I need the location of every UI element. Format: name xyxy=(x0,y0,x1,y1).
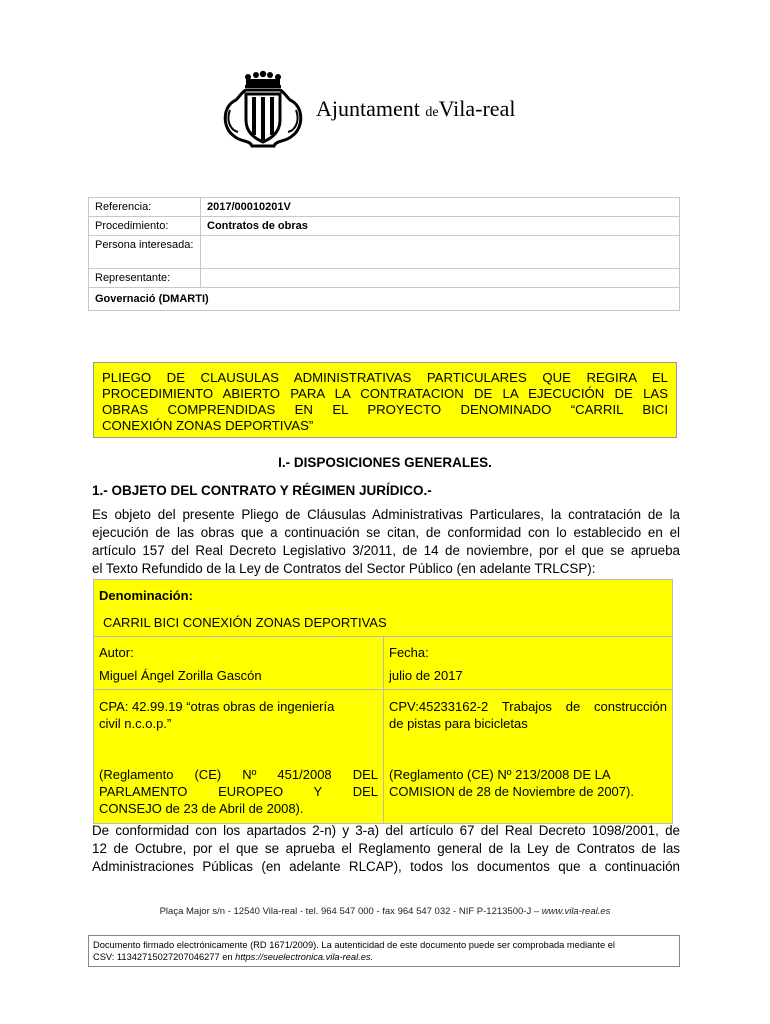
regulation-line: COMISION de 28 de Noviembre de 2007). xyxy=(389,784,634,799)
paragraph-line: el Texto Refundido de la Ley de Contratos del Sector Público (en adelante TRLCSP): xyxy=(92,561,596,576)
cpv-line: de pistas para bicicletas xyxy=(389,716,528,731)
classification-row xyxy=(94,690,672,823)
regulation-ce-451-2008 xyxy=(99,766,378,817)
document-title xyxy=(93,362,677,438)
paragraph-line: 12 de Octubre, por el que se aprueba el Reglamento general de la Ley de Contratos de las xyxy=(92,841,680,856)
section-heading: I.- DISPOSICIONES GENERALES. xyxy=(278,455,492,470)
regulation-line: (Reglamento (CE) Nº 451/2008 DEL xyxy=(99,767,378,782)
denomination-label: Denominación: xyxy=(99,588,193,603)
cpv-code xyxy=(389,698,667,732)
paragraph-line: ejecución de las obras que a continuación se citan, de conformidad con lo establecido en el xyxy=(92,525,680,540)
regulation-line: CONSEJO de 23 de Abril de 2008). xyxy=(99,801,304,816)
title-line: PROCEDIMIENTO ABIERTO PARA LA CONTRATACION DE LA EJECUCIÓN DE LAS xyxy=(102,386,668,401)
interested-party-label: Persona interesada: xyxy=(89,236,201,269)
electronic-signature-notice xyxy=(88,935,680,967)
footer-website-link[interactable]: www.vila-real.es xyxy=(541,906,611,917)
title-line: CONEXIÓN ZONAS DEPORTIVAS” xyxy=(102,418,314,433)
logo-text-city: Vila-real xyxy=(438,96,516,121)
paragraph-conformity xyxy=(92,822,680,876)
author-label: Autor: xyxy=(99,645,134,660)
municipal-coat-of-arms-icon xyxy=(216,70,310,150)
representative-label: Representante: xyxy=(89,269,201,288)
department-value: Governació (DMARTI) xyxy=(89,288,680,311)
cpa-line: civil n.c.o.p.” xyxy=(99,716,172,731)
date-label: Fecha: xyxy=(389,645,429,660)
procedure-label: Procedimiento: xyxy=(89,217,201,236)
logo-text-main: Ajuntament xyxy=(316,96,420,121)
department-row xyxy=(89,288,680,311)
footer-address-text: Plaça Major s/n - 12540 Vila-real - tel. 964 547 000 - fax 964 547 032 - NIF P-1213500-J – xyxy=(159,906,542,917)
municipality-name xyxy=(316,96,515,122)
title-line: OBRAS COMPRENDIDAS EN EL PROYECTO DENOMINADO “CARRIL BICI xyxy=(102,402,668,417)
paragraph-object xyxy=(92,506,680,578)
interested-party-value xyxy=(201,236,680,269)
footer-address xyxy=(0,906,770,917)
date-value: julio de 2017 xyxy=(389,668,463,683)
cpa-line: CPA: 42.99.19 “otras obras de ingeniería xyxy=(99,699,335,714)
regulation-line: PARLAMENTO EUROPEO Y DEL xyxy=(99,784,378,799)
author-date-row xyxy=(94,637,672,690)
verification-url-link[interactable]: https://seuelectronica.vila-real.es. xyxy=(235,952,374,962)
signature-line: Documento firmado electrónicamente (RD 1671/2009). La autenticidad de este documento puede ser comprobada mediante el xyxy=(93,940,615,950)
reference-label: Referencia: xyxy=(89,198,201,217)
reference-value: 2017/00010201V xyxy=(201,198,680,217)
author-value: Miguel Ángel Zorilla Gascón xyxy=(99,668,262,683)
signature-line xyxy=(93,951,675,963)
representative-value xyxy=(201,269,680,288)
paragraph-line: Administraciones Públicas (en adelante RLCAP), todos los documentos que a continuación xyxy=(92,859,680,874)
paragraph-line: Es objeto del presente Pliego de Cláusulas Administrativas Particulares, la contratación de la xyxy=(92,507,680,522)
article-heading: 1.- OBJETO DEL CONTRATO Y RÉGIMEN JURÍDICO.- xyxy=(92,483,432,498)
reference-row xyxy=(89,198,680,217)
procedure-value: Contratos de obras xyxy=(201,217,680,236)
logo-text-de: de xyxy=(425,105,439,120)
csv-code: CSV: 11342715027207046277 en xyxy=(93,952,236,962)
procedure-row xyxy=(89,217,680,236)
interested-party-row xyxy=(89,236,680,269)
denomination-value: CARRIL BICI CONEXIÓN ZONAS DEPORTIVAS xyxy=(103,615,387,630)
title-line: PLIEGO DE CLAUSULAS ADMINISTRATIVAS PARTICULARES QUE REGIRA EL xyxy=(102,370,668,385)
representative-row xyxy=(89,269,680,288)
contract-data-table xyxy=(93,579,673,824)
cpa-code xyxy=(99,698,378,732)
regulation-ce-213-2008 xyxy=(389,766,667,800)
cpv-line: CPV:45233162-2 Trabajos de construcción xyxy=(389,699,667,714)
reference-table xyxy=(88,197,680,311)
paragraph-line: De conformidad con los apartados 2-n) y 3-a) del artículo 67 del Real Decreto 1098/2001, de xyxy=(92,823,680,838)
paragraph-line: artículo 157 del Real Decreto Legislativo 3/2011, de 14 de noviembre, por el que se aprueba xyxy=(92,543,680,558)
regulation-line: (Reglamento (CE) Nº 213/2008 DE LA xyxy=(389,767,611,782)
denomination-row xyxy=(94,580,672,637)
